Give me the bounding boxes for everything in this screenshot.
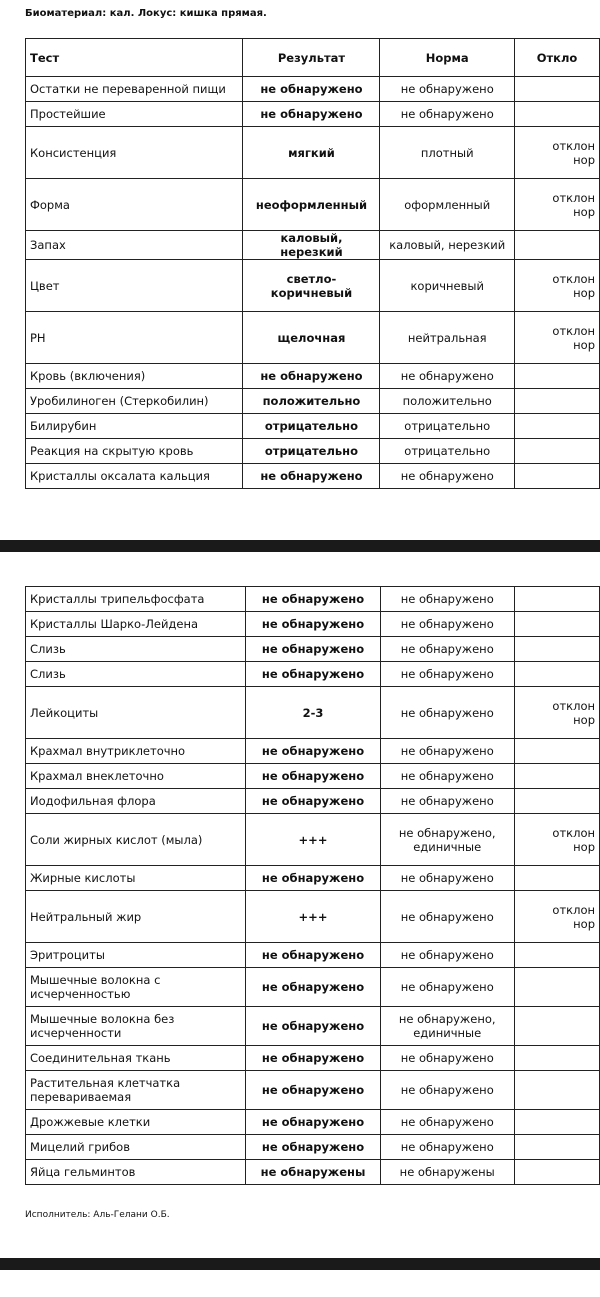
- result-cell: не обнаружено: [246, 1071, 381, 1110]
- result-cell: не обнаружено: [246, 739, 381, 764]
- test-name-cell: PH: [26, 312, 243, 364]
- test-name-cell: Дрожжевые клетки: [26, 1110, 246, 1135]
- norm-cell: не обнаружено: [380, 1110, 514, 1135]
- test-name-cell: Слизь: [26, 637, 246, 662]
- result-cell: не обнаружено: [243, 364, 380, 389]
- test-name-cell: Лейкоциты: [26, 687, 246, 739]
- table-row: [26, 662, 600, 687]
- test-name-cell: Растительная клетчатка перевариваемая: [26, 1071, 246, 1110]
- table-row: [26, 1046, 600, 1071]
- deviation-cell: [514, 612, 599, 637]
- table-row: [26, 389, 600, 414]
- deviation-text-line1: отклон: [552, 271, 595, 286]
- column-header-result: Результат: [243, 39, 380, 77]
- norm-cell: не обнаружено, единичные: [380, 1007, 514, 1046]
- deviation-text-line1: отклон: [552, 323, 595, 338]
- norm-cell: каловый, нерезкий: [380, 231, 515, 260]
- norm-cell: не обнаружено: [380, 587, 514, 612]
- table-row: [26, 739, 600, 764]
- deviation-cell: [514, 1160, 599, 1185]
- table-row: [26, 814, 600, 866]
- biomaterial-header: Биоматериал: кал. Локус: кишка прямая.: [25, 8, 267, 19]
- deviation-cell: [514, 587, 599, 612]
- deviation-text-line1: отклон: [552, 698, 595, 713]
- norm-cell: отрицательно: [380, 439, 515, 464]
- deviation-cell: [514, 1046, 599, 1071]
- norm-cell: коричневый: [380, 260, 515, 312]
- deviation-cell: [514, 637, 599, 662]
- table-row: [26, 364, 600, 389]
- test-name-cell: Консистенция: [26, 127, 243, 179]
- result-cell: не обнаружено: [246, 612, 381, 637]
- norm-cell: нейтральная: [380, 312, 515, 364]
- table-row: [26, 414, 600, 439]
- norm-cell: не обнаружено: [380, 464, 515, 489]
- deviation-text-line2: нор: [573, 916, 595, 931]
- deviation-cell: [515, 231, 600, 260]
- deviation-cell: [514, 943, 599, 968]
- result-cell: +++: [246, 891, 381, 943]
- result-cell: +++: [246, 814, 381, 866]
- deviation-cell: [514, 1135, 599, 1160]
- norm-cell: не обнаружено: [380, 687, 514, 739]
- result-cell: каловый, нерезкий: [243, 231, 380, 260]
- result-cell: не обнаружено: [246, 789, 381, 814]
- table-row: [26, 260, 600, 312]
- table-row: [26, 968, 600, 1007]
- norm-cell: не обнаружено: [380, 637, 514, 662]
- test-name-cell: Соединительная ткань: [26, 1046, 246, 1071]
- deviation-cell: [515, 364, 600, 389]
- deviation-text-line1: отклон: [552, 138, 595, 153]
- norm-cell: не обнаружены: [380, 1160, 514, 1185]
- test-name-cell: Эритроциты: [26, 943, 246, 968]
- test-name-cell: Мышечные волокна без исчерченности: [26, 1007, 246, 1046]
- test-name-cell: Соли жирных кислот (мыла): [26, 814, 246, 866]
- table-row: [26, 439, 600, 464]
- result-cell: не обнаружено: [246, 1110, 381, 1135]
- deviation-cell: [515, 312, 600, 364]
- table-2-body: [26, 587, 600, 1185]
- table-row: [26, 866, 600, 891]
- result-cell: положительно: [243, 389, 380, 414]
- norm-cell: не обнаружено: [380, 662, 514, 687]
- result-cell: не обнаружено: [246, 866, 381, 891]
- table-row: [26, 231, 600, 260]
- table-row: [26, 464, 600, 489]
- test-name-cell: Реакция на скрытую кровь: [26, 439, 243, 464]
- deviation-text-line2: нор: [573, 337, 595, 352]
- norm-cell: не обнаружено: [380, 739, 514, 764]
- deviation-cell: [515, 179, 600, 231]
- deviation-cell: [514, 789, 599, 814]
- result-cell: не обнаружено: [243, 102, 380, 127]
- table-row: [26, 1110, 600, 1135]
- table-1-body: [26, 77, 600, 489]
- norm-cell: не обнаружено: [380, 968, 514, 1007]
- table-header-row: [26, 39, 600, 77]
- table-row: [26, 1160, 600, 1185]
- test-name-cell: Нейтральный жир: [26, 891, 246, 943]
- page-separator: [0, 540, 600, 552]
- norm-cell: не обнаружено: [380, 891, 514, 943]
- results-table-2: [25, 586, 600, 1185]
- norm-cell: отрицательно: [380, 414, 515, 439]
- norm-cell: не обнаружено: [380, 943, 514, 968]
- deviation-cell: [514, 662, 599, 687]
- result-cell: не обнаружено: [243, 464, 380, 489]
- result-cell: щелочная: [243, 312, 380, 364]
- test-name-cell: Форма: [26, 179, 243, 231]
- deviation-cell: [514, 739, 599, 764]
- norm-cell: плотный: [380, 127, 515, 179]
- norm-cell: не обнаружено: [380, 789, 514, 814]
- norm-cell: не обнаружено: [380, 1135, 514, 1160]
- deviation-cell: [515, 389, 600, 414]
- test-name-cell: Уробилиноген (Стеркобилин): [26, 389, 243, 414]
- deviation-cell: [514, 764, 599, 789]
- test-name-cell: Остатки не переваренной пищи: [26, 77, 243, 102]
- column-header-test: Тест: [26, 39, 243, 77]
- norm-cell: не обнаружено: [380, 866, 514, 891]
- norm-cell: не обнаружено: [380, 612, 514, 637]
- deviation-text-line2: нор: [573, 839, 595, 854]
- test-name-cell: Мышечные волокна с исчерченностью: [26, 968, 246, 1007]
- deviation-text-line2: нор: [573, 712, 595, 727]
- deviation-cell: [515, 414, 600, 439]
- result-cell: не обнаружено: [246, 764, 381, 789]
- deviation-text-line2: нор: [573, 204, 595, 219]
- deviation-cell: [514, 1110, 599, 1135]
- test-name-cell: Простейшие: [26, 102, 243, 127]
- deviation-text-line2: нор: [573, 285, 595, 300]
- test-name-cell: Цвет: [26, 260, 243, 312]
- table-row: [26, 943, 600, 968]
- table-row: [26, 1071, 600, 1110]
- test-name-cell: Кристаллы трипельфосфата: [26, 587, 246, 612]
- test-name-cell: Крахмал внутриклеточно: [26, 739, 246, 764]
- norm-cell: не обнаружено: [380, 1071, 514, 1110]
- test-name-cell: Яйца гельминтов: [26, 1160, 246, 1185]
- test-name-cell: Слизь: [26, 662, 246, 687]
- test-name-cell: Крахмал внеклеточно: [26, 764, 246, 789]
- norm-cell: не обнаружено, единичные: [380, 814, 514, 866]
- page-separator: [0, 1258, 600, 1270]
- deviation-cell: [514, 814, 599, 866]
- norm-cell: не обнаружено: [380, 102, 515, 127]
- deviation-cell: [515, 464, 600, 489]
- result-cell: отрицательно: [243, 439, 380, 464]
- deviation-cell: [514, 687, 599, 739]
- table-row: [26, 687, 600, 739]
- executor-signature: Исполнитель: Аль-Гелани О.Б.: [25, 1210, 170, 1220]
- deviation-text-line1: отклон: [552, 190, 595, 205]
- table-row: [26, 77, 600, 102]
- table-row: [26, 764, 600, 789]
- test-name-cell: Иодофильная флора: [26, 789, 246, 814]
- norm-cell: не обнаружено: [380, 764, 514, 789]
- results-table-1: [25, 38, 600, 489]
- result-cell: неоформленный: [243, 179, 380, 231]
- table-row: [26, 612, 600, 637]
- deviation-cell: [515, 77, 600, 102]
- result-cell: не обнаружено: [246, 662, 381, 687]
- table-row: [26, 102, 600, 127]
- deviation-cell: [514, 891, 599, 943]
- deviation-cell: [515, 102, 600, 127]
- test-name-cell: Билирубин: [26, 414, 243, 439]
- table-row: [26, 637, 600, 662]
- column-header-deviation: Откло: [515, 39, 600, 77]
- result-cell: отрицательно: [243, 414, 380, 439]
- table-row: [26, 1007, 600, 1046]
- norm-cell: не обнаружено: [380, 77, 515, 102]
- deviation-cell: [515, 439, 600, 464]
- norm-cell: оформленный: [380, 179, 515, 231]
- result-cell: 2-3: [246, 687, 381, 739]
- test-name-cell: Кровь (включения): [26, 364, 243, 389]
- column-header-norm: Норма: [380, 39, 515, 77]
- test-name-cell: Жирные кислоты: [26, 866, 246, 891]
- test-name-cell: Мицелий грибов: [26, 1135, 246, 1160]
- result-cell: светло-коричневый: [243, 260, 380, 312]
- table-row: [26, 127, 600, 179]
- norm-cell: не обнаружено: [380, 1046, 514, 1071]
- test-name-cell: Запах: [26, 231, 243, 260]
- test-name-cell: Кристаллы оксалата кальция: [26, 464, 243, 489]
- deviation-cell: [515, 127, 600, 179]
- deviation-text-line1: отклон: [552, 902, 595, 917]
- deviation-cell: [514, 1007, 599, 1046]
- result-cell: не обнаружено: [246, 943, 381, 968]
- result-cell: не обнаружено: [246, 1135, 381, 1160]
- result-cell: не обнаружены: [246, 1160, 381, 1185]
- deviation-text-line1: отклон: [552, 825, 595, 840]
- table-row: [26, 312, 600, 364]
- norm-cell: положительно: [380, 389, 515, 414]
- result-cell: не обнаружено: [246, 1046, 381, 1071]
- result-cell: мягкий: [243, 127, 380, 179]
- norm-cell: не обнаружено: [380, 364, 515, 389]
- deviation-cell: [514, 968, 599, 1007]
- test-name-cell: Кристаллы Шарко-Лейдена: [26, 612, 246, 637]
- table-row: [26, 587, 600, 612]
- result-cell: не обнаружено: [246, 587, 381, 612]
- table-row: [26, 1135, 600, 1160]
- deviation-cell: [515, 260, 600, 312]
- result-cell: не обнаружено: [246, 1007, 381, 1046]
- deviation-text-line2: нор: [573, 152, 595, 167]
- table-row: [26, 891, 600, 943]
- table-row: [26, 789, 600, 814]
- result-cell: не обнаружено: [246, 637, 381, 662]
- result-cell: не обнаружено: [246, 968, 381, 1007]
- result-cell: не обнаружено: [243, 77, 380, 102]
- table-row: [26, 179, 600, 231]
- deviation-cell: [514, 1071, 599, 1110]
- deviation-cell: [514, 866, 599, 891]
